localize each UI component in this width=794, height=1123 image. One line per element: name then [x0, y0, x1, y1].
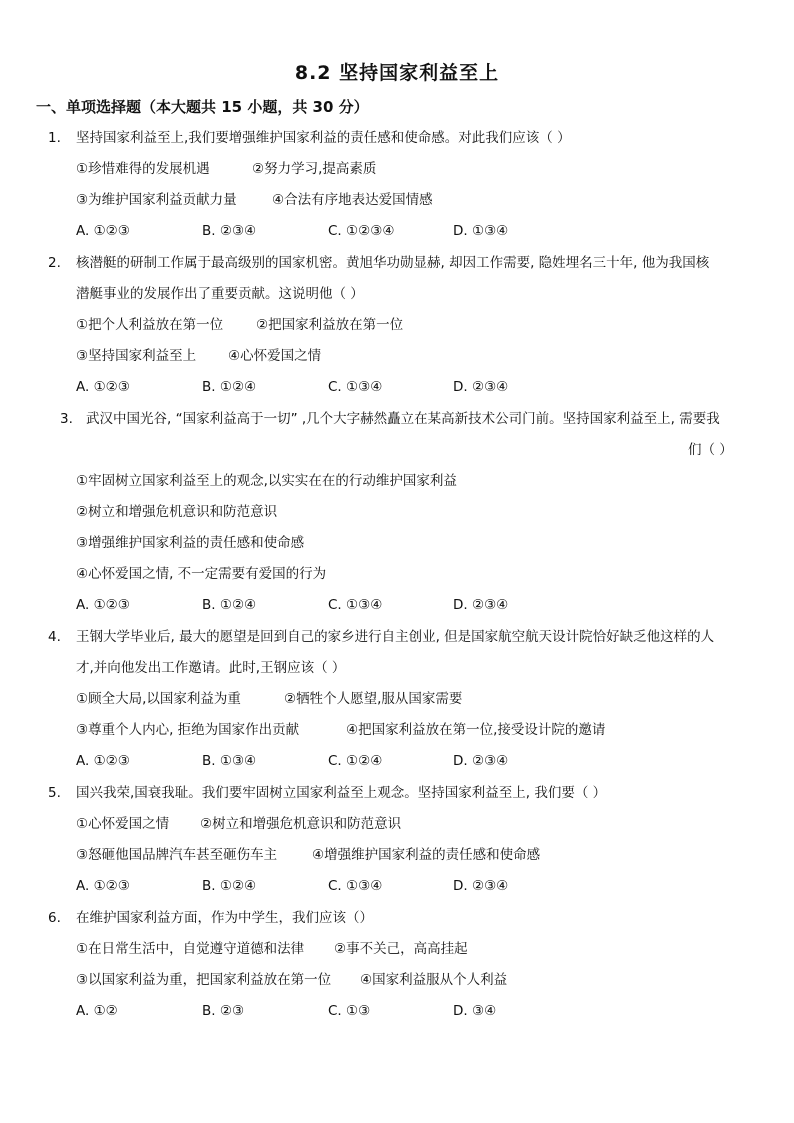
statement-row — [76, 159, 376, 179]
choice-a[interactable]: A. ①②③ — [76, 379, 130, 395]
choice-c[interactable]: C. ①③ — [328, 1003, 371, 1019]
choice-c[interactable]: C. ①③④ — [328, 597, 383, 613]
choice-d[interactable]: D. ①③④ — [453, 223, 509, 239]
statement-row — [76, 190, 433, 210]
choice-b[interactable]: B. ①②④ — [202, 597, 257, 613]
statement-row — [76, 533, 304, 553]
question-stem: 王钢大学毕业后, 最大的愿望是回到自己的家乡进行自主创业, 但是国家航空航天设计院恰好缺乏他这样的人 — [76, 629, 715, 645]
statement: ③怒砸他国品牌汽车甚至砸伤车主 — [76, 847, 278, 863]
choice-b[interactable]: B. ①③④ — [202, 753, 257, 769]
question-number: 3. — [60, 411, 73, 427]
statement: ④心怀爱国之情, 不一定需要有爱国的行为 — [76, 566, 327, 582]
choice-d[interactable]: D. ③④ — [453, 1003, 497, 1019]
statement: ①牢固树立国家利益至上的观念,以实实在在的行动维护国家利益 — [76, 473, 457, 489]
question-stem: 武汉中国光谷, “国家利益高于一切” ,几个大字赫然矗立在某高新技术公司门前。坚持国家利益至上, 需要我 — [86, 411, 720, 427]
choice-c[interactable]: C. ①③④ — [328, 379, 383, 395]
question-stem: 才,并向他发出工作邀请。此时,王钢应该（ ） — [76, 660, 346, 676]
statement: ②事不关己，高高挂起 — [334, 941, 468, 957]
choice-d[interactable]: D. ②③④ — [453, 753, 509, 769]
choice-a[interactable]: A. ①②③ — [76, 597, 130, 613]
statement: ②树立和增强危机意识和防范意识 — [76, 504, 278, 520]
statement-row — [76, 315, 403, 335]
statement-row — [76, 564, 326, 584]
section-heading: 一、单项选择题（本大题共 15 小题，共 30 分） — [36, 98, 369, 116]
question-number: 5. — [48, 785, 61, 801]
statement: ④把国家利益放在第一位,接受设计院的邀请 — [346, 722, 606, 738]
question-stem: 们（ ） — [688, 442, 733, 458]
statement-row — [76, 939, 468, 959]
statement: ②努力学习,提高素质 — [252, 161, 377, 177]
statement: ④心怀爱国之情 — [228, 348, 322, 364]
choice-d[interactable]: D. ②③④ — [453, 597, 509, 613]
choice-d[interactable]: D. ②③④ — [453, 379, 509, 395]
statement: ③以国家利益为重，把国家利益放在第一位 — [76, 972, 332, 988]
question-number: 1. — [48, 130, 61, 146]
question-stem: 坚持国家利益至上,我们要增强维护国家利益的责任感和使命感。对此我们应该（ ） — [76, 130, 571, 146]
statement: ①把个人利益放在第一位 — [76, 317, 224, 333]
page-title: 8.2 坚持国家利益至上 — [294, 62, 500, 84]
question-stem: 潜艇事业的发展作出了重要贡献。这说明他（ ） — [76, 286, 364, 302]
question-stem: 核潜艇的研制工作属于最高级别的国家机密。黄旭华功勋显赫, 却因工作需要, 隐姓埋名三十年, 他为我国核 — [76, 255, 710, 271]
question-number: 4. — [48, 629, 61, 645]
statement-row — [76, 845, 540, 865]
statement: ③坚持国家利益至上 — [76, 348, 197, 364]
statement: ①心怀爱国之情 — [76, 816, 170, 832]
choice-a[interactable]: A. ①②③ — [76, 878, 130, 894]
choice-c[interactable]: C. ①③④ — [328, 878, 383, 894]
statement-row — [76, 720, 605, 740]
choice-c[interactable]: C. ①②③④ — [328, 223, 395, 239]
statement: ②牺牲个人愿望,服从国家需要 — [284, 691, 463, 707]
statement-row — [76, 346, 321, 366]
choice-b[interactable]: B. ①②④ — [202, 379, 257, 395]
question-number: 2. — [48, 255, 61, 271]
statement-row — [76, 502, 277, 522]
statement: ④合法有序地表达爱国情感 — [272, 192, 433, 208]
question-number: 6. — [48, 910, 61, 926]
question-stem: 在维护国家利益方面，作为中学生，我们应该（） — [76, 910, 373, 926]
choice-b[interactable]: B. ①②④ — [202, 878, 257, 894]
choice-b[interactable]: B. ②③④ — [202, 223, 257, 239]
choice-b[interactable]: B. ②③ — [202, 1003, 245, 1019]
choice-a[interactable]: A. ①②③ — [76, 753, 130, 769]
statement-row — [76, 814, 401, 834]
choice-d[interactable]: D. ②③④ — [453, 878, 509, 894]
statement-row — [76, 471, 457, 491]
choice-a[interactable]: A. ①② — [76, 1003, 118, 1019]
statement: ③尊重个人内心, 拒绝为国家作出贡献 — [76, 722, 300, 738]
statement: ③增强维护国家利益的责任感和使命感 — [76, 535, 305, 551]
choice-c[interactable]: C. ①②④ — [328, 753, 383, 769]
statement-row — [76, 689, 462, 709]
statement: ③为维护国家利益贡献力量 — [76, 192, 237, 208]
statement: ②树立和增强危机意识和防范意识 — [200, 816, 402, 832]
statement: ④增强维护国家利益的责任感和使命感 — [312, 847, 541, 863]
statement: ②把国家利益放在第一位 — [256, 317, 404, 333]
statement: ①在日常生活中，自觉遵守道德和法律 — [76, 941, 305, 957]
statement-row — [76, 970, 507, 990]
statement: ①顾全大局,以国家利益为重 — [76, 691, 241, 707]
question-stem: 国兴我荣,国衰我耻。我们要牢固树立国家利益至上观念。坚持国家利益至上, 我们要（ ） — [76, 785, 607, 801]
statement: ①珍惜难得的发展机遇 — [76, 161, 210, 177]
statement: ④国家利益服从个人利益 — [360, 972, 508, 988]
choice-a[interactable]: A. ①②③ — [76, 223, 130, 239]
